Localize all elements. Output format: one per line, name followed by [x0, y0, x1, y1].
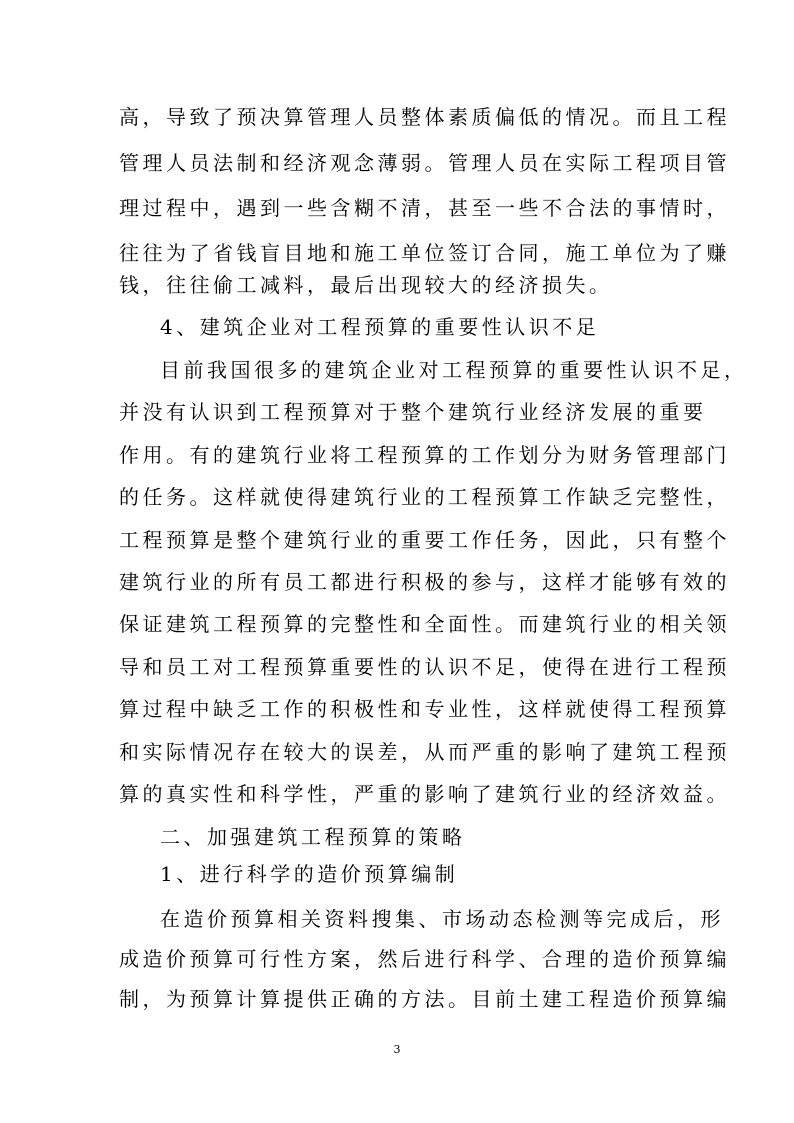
- text-line: 在造价预算相关资料搜集、市场动态检测等完成后，形: [160, 907, 724, 931]
- text-line: 管理人员法制和经济观念薄弱。管理人员在实际工程项目管: [119, 151, 730, 175]
- section-heading: 1、进行科学的造价预算编制: [160, 862, 459, 886]
- section-heading: 二、加强建筑工程预算的策略: [160, 825, 466, 849]
- text-line: 理过程中，遇到一些含糊不清，甚至一些不合法的事情时，: [119, 196, 730, 220]
- text-line: 高，导致了预决算管理人员整体素质偏低的情况。而且工程: [119, 105, 730, 129]
- text-line: 目前我国很多的建筑企业对工程预算的重要性认识不足，: [160, 358, 748, 382]
- text-line: 作用。有的建筑行业将工程预算的工作划分为财务管理部门: [119, 443, 730, 467]
- page-number: 3: [393, 1043, 401, 1056]
- text-line: 保证建筑工程预算的完整性和全面性。而建筑行业的相关领: [119, 612, 730, 636]
- section-heading: 4、建筑企业对工程预算的重要性认识不足: [160, 315, 600, 339]
- text-line: 算过程中缺乏工作的积极性和专业性，这样就使得工程预算: [119, 697, 730, 721]
- text-line: 和实际情况存在较大的误差，从而严重的影响了建筑工程预: [119, 740, 730, 764]
- text-line: 并没有认识到工程预算对于整个建筑行业经济发展的重要: [119, 400, 707, 424]
- text-line: 的任务。这样就使得建筑行业的工程预算工作缺乏完整性，: [119, 485, 730, 509]
- text-line: 往往为了省钱盲目地和施工单位签订合同，施工单位为了赚: [119, 241, 730, 265]
- text-line: 制，为预算计算提供正确的方法。目前土建工程造价预算编: [119, 987, 730, 1011]
- text-line: 算的真实性和科学性，严重的影响了建筑行业的经济效益。: [119, 782, 730, 806]
- text-line: 导和员工对工程预算重要性的认识不足，使得在进行工程预: [119, 655, 730, 679]
- text-line: 工程预算是整个建筑行业的重要工作任务，因此，只有整个: [119, 528, 730, 552]
- text-line: 建筑行业的所有员工都进行积极的参与，这样才能够有效的: [119, 570, 730, 594]
- text-line: 钱，往往偷工减料，最后出现较大的经济损失。: [119, 273, 613, 297]
- text-line: 成造价预算可行性方案，然后进行科学、合理的造价预算编: [119, 947, 730, 971]
